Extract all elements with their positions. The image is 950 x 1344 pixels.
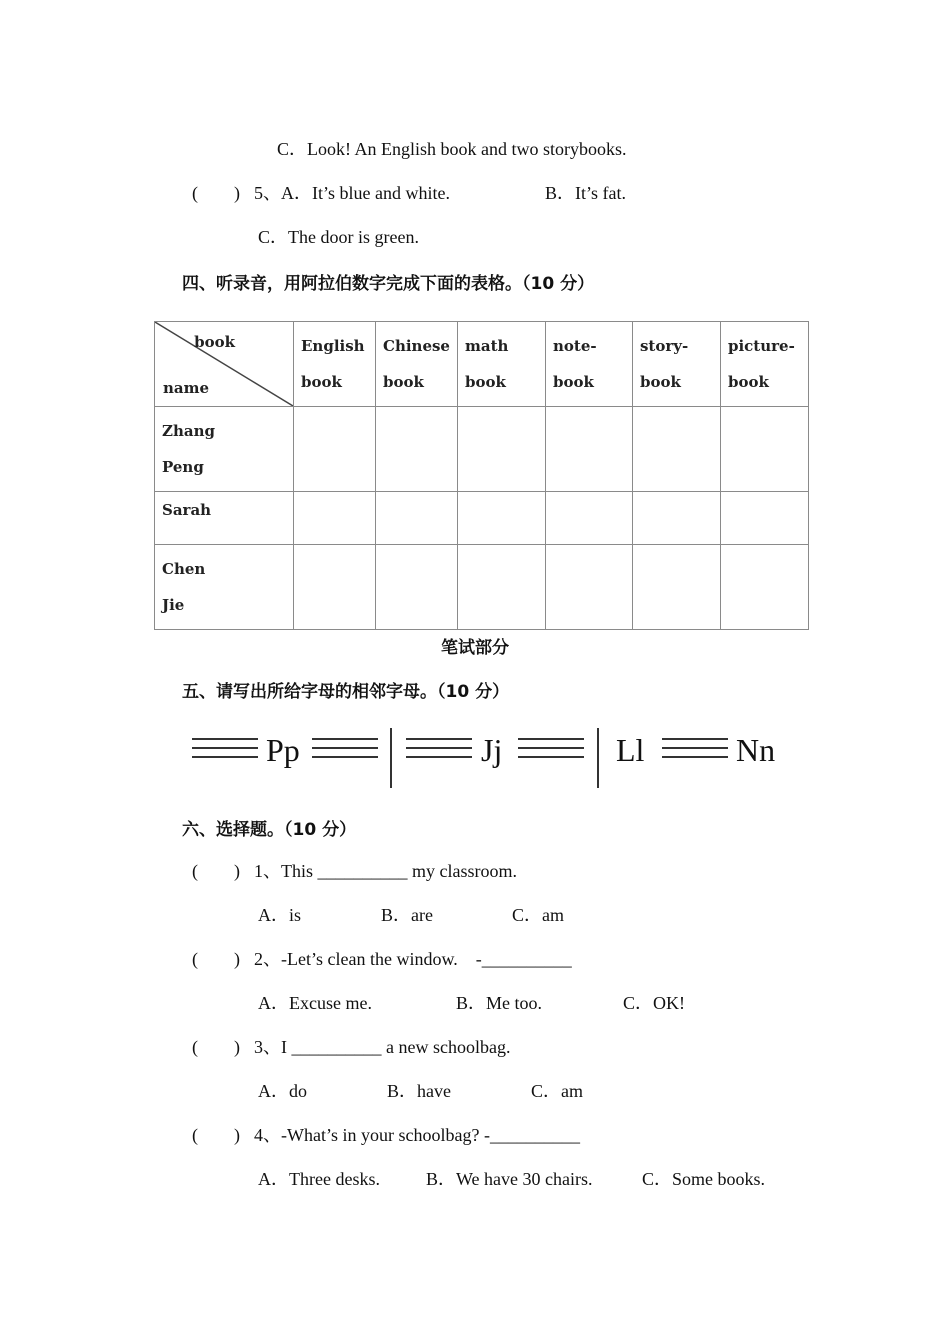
answer-cell[interactable] [545, 545, 632, 630]
answer-cell[interactable] [720, 407, 808, 492]
written-part-title: 笔试部分 [441, 638, 509, 658]
answer-cell[interactable] [294, 492, 376, 545]
answer-paren[interactable]: ( ) [192, 183, 240, 203]
letter-nn: Nn [736, 732, 776, 768]
question-3 [192, 1036, 510, 1058]
column-header: note- book [545, 322, 632, 407]
q5-row [192, 182, 450, 204]
column-header: picture- book [720, 322, 808, 407]
letter-blank[interactable] [312, 738, 378, 764]
q5-option-b: B．It’s fat. [545, 183, 626, 203]
q4-option-c: C．Look! An English book and two storybooks. [277, 139, 627, 159]
section6-title: 六、选择题。（10 分） [182, 820, 357, 840]
q1-option-b: B．are [381, 905, 433, 925]
answer-cell[interactable] [545, 407, 632, 492]
answer-cell[interactable] [720, 492, 808, 545]
answer-cell[interactable] [545, 492, 632, 545]
q1-option-a: A．is [258, 905, 302, 925]
divider [597, 728, 599, 788]
table-row [155, 492, 809, 545]
q2-option-c: C．OK! [623, 993, 685, 1013]
row-header: Chen Jie [155, 545, 294, 630]
answer-cell[interactable] [376, 545, 458, 630]
answer-paren[interactable]: ( ) [192, 1125, 240, 1145]
answer-cell[interactable] [294, 545, 376, 630]
q2-option-b: B．Me too. [456, 993, 543, 1013]
divider [390, 728, 392, 788]
column-header: story- book [632, 322, 720, 407]
letter-blank[interactable] [406, 738, 472, 764]
q3-option-a: A．do [258, 1081, 307, 1101]
answer-cell[interactable] [632, 407, 720, 492]
question-1 [192, 860, 517, 882]
column-header: Chinese book [376, 322, 458, 407]
corner-bottom-label: name [163, 379, 210, 397]
table-row [155, 407, 809, 492]
answer-cell[interactable] [457, 407, 545, 492]
book-count-table [154, 321, 809, 630]
table-row [155, 545, 809, 630]
q5-option-c: C．The door is green. [258, 227, 419, 247]
letter-pp: Pp [266, 732, 300, 768]
answer-paren[interactable]: ( ) [192, 1037, 240, 1057]
q3-option-b: B．have [387, 1081, 451, 1101]
q2-option-a: A．Excuse me. [258, 993, 372, 1013]
q1-option-c: C．am [512, 905, 564, 925]
answer-paren[interactable]: ( ) [192, 861, 240, 881]
letter-blank[interactable] [192, 738, 258, 764]
letter-blank[interactable] [518, 738, 584, 764]
corner-top-label: book [194, 333, 235, 351]
section4-title: 四、听录音，用阿拉伯数字完成下面的表格。（10 分） [182, 274, 595, 294]
q5-option-a: 5、A．It’s blue and white. [254, 183, 450, 203]
q4-option-a: A．Three desks. [258, 1169, 380, 1189]
question-stem: 2、-Let’s clean the window. -__________ [254, 949, 572, 969]
adjacent-letters-row [188, 726, 788, 792]
answer-cell[interactable] [376, 492, 458, 545]
q3-option-c: C．am [531, 1081, 583, 1101]
letter-jj: Jj [481, 732, 503, 768]
q4-option-c: C．Some books. [642, 1169, 766, 1189]
question-4 [192, 1124, 580, 1146]
answer-cell[interactable] [294, 407, 376, 492]
answer-cell[interactable] [457, 545, 545, 630]
answer-cell[interactable] [632, 492, 720, 545]
section5-title: 五、请写出所给字母的相邻字母。（10 分） [182, 682, 510, 702]
answer-paren[interactable]: ( ) [192, 949, 240, 969]
answer-cell[interactable] [376, 407, 458, 492]
question-stem: 3、I __________ a new schoolbag. [254, 1037, 511, 1057]
table-corner-cell [155, 322, 294, 407]
letter-blank[interactable] [662, 738, 728, 764]
row-header: Zhang Peng [155, 407, 294, 492]
letter-ll: Ll [616, 732, 645, 768]
q4-option-b: B．We have 30 chairs. [426, 1169, 593, 1189]
answer-cell[interactable] [632, 545, 720, 630]
column-header: English book [294, 322, 376, 407]
row-header: Sarah [155, 492, 294, 545]
question-stem: 4、-What’s in your schoolbag? -__________ [254, 1125, 580, 1145]
column-header: math book [457, 322, 545, 407]
answer-cell[interactable] [457, 492, 545, 545]
answer-cell[interactable] [720, 545, 808, 630]
question-2 [192, 948, 572, 970]
question-stem: 1、This __________ my classroom. [254, 861, 517, 881]
